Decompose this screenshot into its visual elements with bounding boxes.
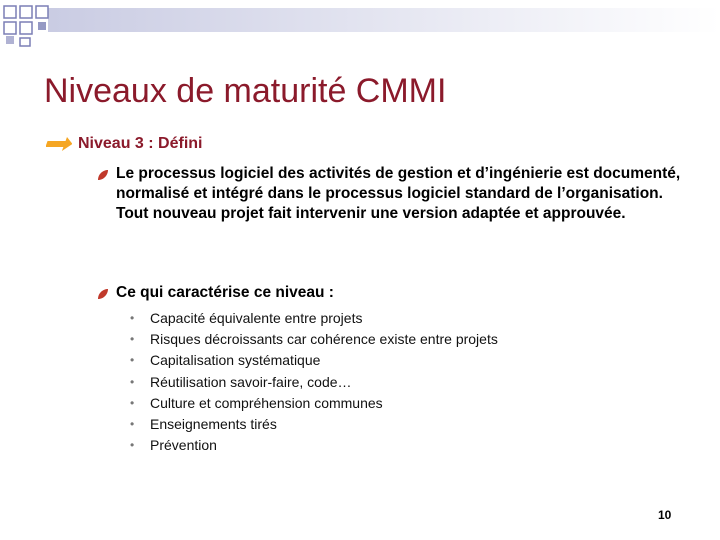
orange-arrow-icon [46,137,72,151]
point-characteristics-text: Ce qui caractérise ce niveau : [116,284,334,301]
bullet-dot-icon: • [130,416,135,431]
red-leaf-icon [96,168,110,182]
characteristics-list [130,308,498,456]
list-item [130,372,498,393]
list-item-text: Capitalisation systématique [150,352,321,369]
list-item-text: Culture et compréhension communes [150,394,383,411]
decorative-squares-banner [0,0,720,48]
list-item [130,350,498,371]
slide-title: Niveaux de maturité CMMI [44,72,447,110]
bullet-dot-icon: • [130,395,135,410]
bullet-dot-icon: • [130,332,135,347]
list-item-text: Risques décroissants car cohérence existe entre projets [150,331,498,348]
list-item [130,393,498,414]
list-item [130,329,498,350]
bullet-dot-icon: • [130,438,135,453]
list-item [130,308,498,329]
bullet-dot-icon: • [130,353,135,368]
level-heading: Niveau 3 : Défini [78,135,203,152]
list-item-text: Enseignements tirés [150,415,277,432]
list-item [130,414,498,435]
list-item-text: Capacité équivalente entre projets [150,310,363,326]
bullet-dot-icon: • [130,374,135,389]
list-item-text: Réutilisation savoir-faire, code… [150,373,352,390]
red-leaf-icon [96,287,110,301]
point-characteristics [96,283,686,303]
list-item [130,435,498,456]
page-number: 10 [658,508,672,522]
list-item-text: Prévention [150,437,217,454]
bullet-dot-icon: • [130,311,135,325]
point-definition-text: Le processus logiciel des activités de gestion et d’ingénierie est documenté, normalisé et intégré dans le processus logiciel standard de l’organisation. Tout nouveau projet fait intervenir une version adaptée et approuvée. [116,165,681,222]
level-heading-row [46,135,202,153]
point-definition [96,164,686,224]
